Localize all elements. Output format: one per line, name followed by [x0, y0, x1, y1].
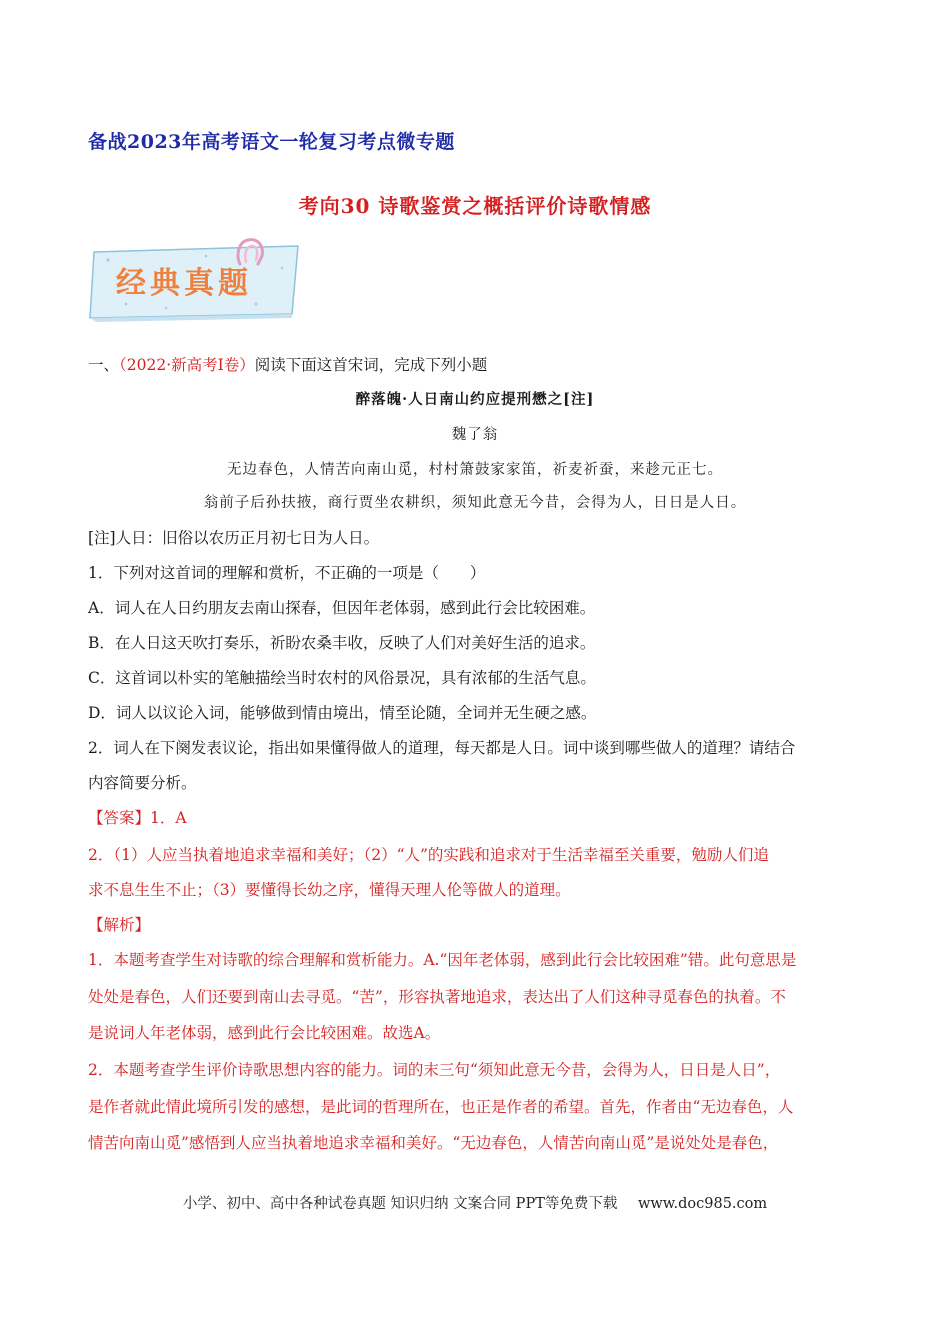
answer-2-cont: 求不息生生不止；（3）要懂得长幼之序，懂得天理人伦等做人的道理。 — [88, 881, 571, 899]
banner-label: 经典真题 — [116, 266, 252, 301]
poem-line: 翁前子后孙扶掖，商行贾坐农耕织，须知此意无今昔，会得为人，日日是人日。 — [203, 495, 747, 511]
analysis-1-cont: 处处是春色，人们还要到南山去寻觅。“苦”，形容执著地追求，表达出了人们这种寻觅春色的执着。不 — [88, 988, 786, 1006]
option-b: B．在人日这天吹打奏乐，祈盼农桑丰收，反映了人们对美好生活的追求。 — [88, 634, 596, 652]
question-instruction: 阅读下面这首宋词，完成下列小题 — [254, 356, 488, 374]
analysis-1: 1．本题考查学生对诗歌的综合理解和赏析能力。A.“因年老体弱，感到此行会比较困难”错。此句意思是 — [88, 951, 797, 969]
poem-note: [注]人日：旧俗以农历正月初七日为人日。 — [88, 529, 380, 547]
footer-link[interactable]: www.doc985.com — [637, 1196, 768, 1212]
question-number: 一、 — [88, 356, 120, 374]
option-a: A．词人在人日约朋友去南山探春，但因年老体弱，感到此行会比较困难。 — [88, 599, 596, 617]
question-intro — [88, 355, 487, 375]
question-2-cont: 内容简要分析。 — [88, 774, 197, 792]
question-source: （2022·新高考Ⅰ卷） — [119, 356, 255, 374]
footer-text: 小学、初中、高中各种试卷真题 知识归纳 文案合同 PPT等免费下载 — [182, 1196, 618, 1212]
option-d: D．词人以议论入词，能够做到情由境出，情至论随，全词并无生硬之感。 — [88, 704, 597, 722]
analysis-1-cont: 是说词人年老体弱，感到此行会比较困难。故选A。 — [88, 1024, 441, 1042]
poem-author: 魏了翁 — [451, 427, 499, 443]
topic-title: 考向30 诗歌鉴赏之概括评价诗歌情感 — [298, 194, 652, 218]
answer-2: 2．（1）人应当执着地追求幸福和美好；（2）“人”的实践和追求对于生活幸福至关重要，勉励人们追 — [88, 846, 769, 864]
analysis-2-cont: 是作者就此情此境所引发的感想，是此词的哲理所在，也正是作者的希望。首先，作者由“无边春色，人 — [88, 1098, 794, 1116]
analysis-label: 【解析】 — [88, 916, 151, 934]
series-title: 备战2023年高考语文一轮复习考点微专题 — [88, 131, 455, 153]
analysis-2: 2．本题考查学生评价诗歌思想内容的能力。词的末三句“须知此意无今昔，会得为人，日日是人日”， — [88, 1061, 781, 1079]
footer — [0, 1192, 950, 1213]
poem-line: 无边春色，人情苦向南山觅，村村箫鼓家家笛，祈麦祈蚕，来趁元正七。 — [227, 462, 723, 478]
poem-title: 醉落魄·人日南山约应提刑懋之[注] — [355, 391, 595, 408]
question-1: 1．下列对这首词的理解和赏析，不正确的一项是（ ） — [88, 564, 486, 582]
question-2: 2．词人在下阕发表议论，指出如果懂得做人的道理，每天都是人日。词中谈到哪些做人的道理？请结合 — [88, 739, 796, 757]
answer-label: 【答案】1．A — [88, 809, 187, 827]
analysis-2-cont: 情苦向南山觅”感悟到人应当执着地追求幸福和美好。“无边春色，人情苦向南山觅”是说处处是春色， — [88, 1134, 779, 1152]
classic-questions-banner — [86, 238, 306, 322]
option-c: C．这首词以朴实的笔触描绘当时农村的风俗景况，具有浓郁的生活气息。 — [88, 669, 596, 687]
